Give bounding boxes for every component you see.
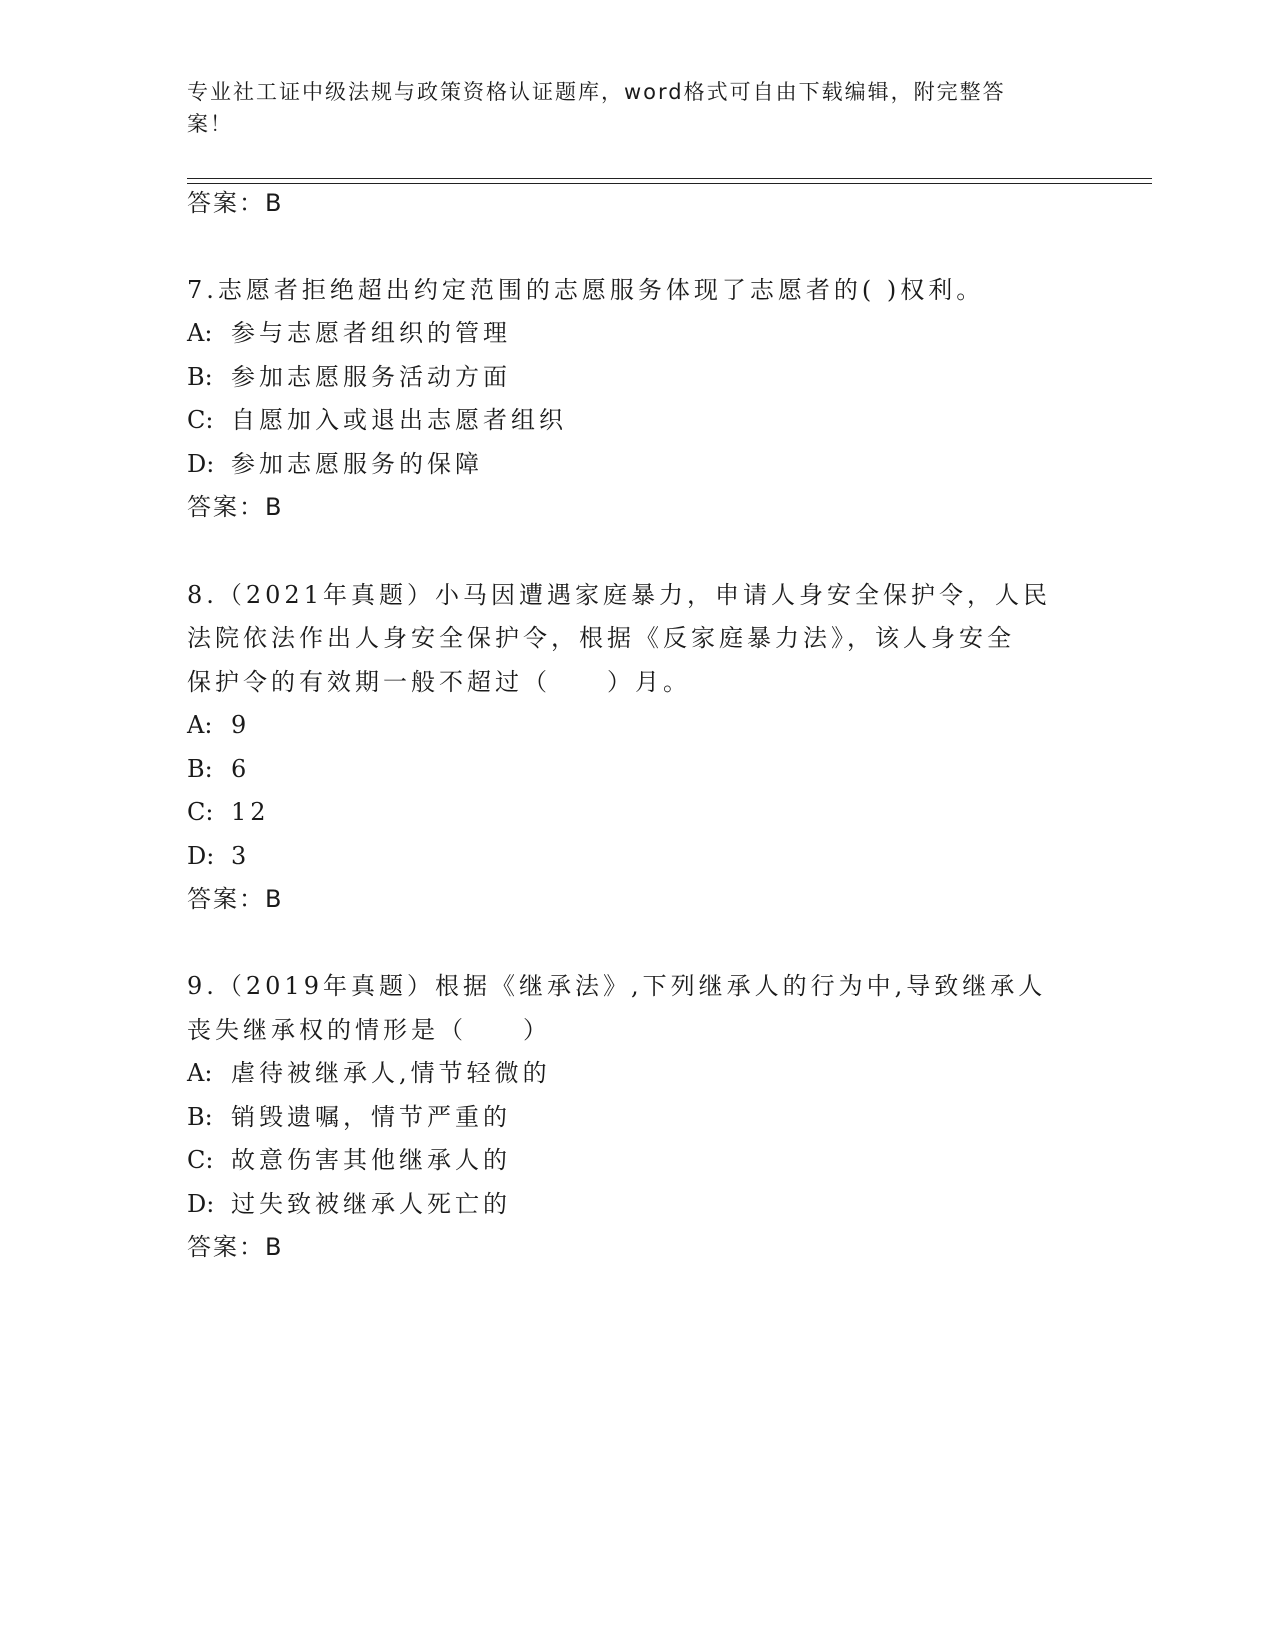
- option-text: 参与志愿者组织的管理: [231, 319, 511, 347]
- option-key: A:: [187, 711, 213, 739]
- option-key: B:: [187, 1103, 213, 1131]
- answer: 答案：B: [187, 493, 284, 521]
- option-c: [187, 1145, 511, 1175]
- option-key: C:: [187, 406, 214, 434]
- option-key: B:: [187, 755, 213, 783]
- page-header: [187, 76, 1077, 140]
- option-b: [187, 362, 511, 392]
- answer: 答案：B: [187, 1233, 284, 1261]
- header-line-2: 案！: [187, 112, 233, 136]
- option-text: 参加志愿服务的保障: [231, 450, 483, 478]
- option-c: [187, 797, 270, 827]
- question-stem-line-3: 保护令的有效期一般不超过（ ）月。: [187, 668, 691, 696]
- option-key: D:: [187, 1190, 215, 1218]
- option-key: C:: [187, 1146, 214, 1174]
- option-key: A:: [187, 1059, 213, 1087]
- option-text: 9: [231, 711, 251, 739]
- option-key: B:: [187, 363, 213, 391]
- header-divider-top: [187, 178, 1152, 179]
- option-d: [187, 841, 250, 871]
- option-b: [187, 754, 250, 784]
- top-answer: 答案：B: [187, 189, 284, 217]
- option-key: A:: [187, 319, 213, 347]
- option-text: 6: [231, 755, 251, 783]
- question-stem: 7.志愿者拒绝超出约定范围的志愿服务体现了志愿者的( )权利。: [187, 276, 985, 304]
- option-d: [187, 1189, 511, 1219]
- option-b: [187, 1102, 511, 1132]
- option-a: [187, 710, 250, 740]
- option-key: D:: [187, 842, 215, 870]
- option-c: [187, 405, 567, 435]
- answer: 答案：B: [187, 885, 284, 913]
- question-stem-line-1: 8.（2021年真题）小马因遭遇家庭暴力，申请人身安全保护令，人民: [187, 581, 1051, 609]
- option-key: C:: [187, 798, 214, 826]
- option-a: [187, 1058, 551, 1088]
- option-text: 3: [231, 842, 251, 870]
- header-line-1: 专业社工证中级法规与政策资格认证题库，word格式可自由下载编辑，附完整答: [187, 80, 1006, 104]
- option-text: 12: [231, 798, 270, 826]
- question-stem-line-2: 丧失继承权的情形是（ ）: [187, 1016, 551, 1044]
- option-text: 销毁遗嘱，情节严重的: [231, 1103, 511, 1131]
- option-text: 虐待被继承人,情节轻微的: [231, 1059, 551, 1087]
- header-divider-bottom: [187, 183, 1152, 184]
- option-text: 自愿加入或退出志愿者组织: [231, 406, 567, 434]
- option-text: 参加志愿服务活动方面: [231, 363, 511, 391]
- option-text: 过失致被继承人死亡的: [231, 1190, 511, 1218]
- option-key: D:: [187, 450, 215, 478]
- option-text: 故意伤害其他继承人的: [231, 1146, 511, 1174]
- option-d: [187, 449, 483, 479]
- option-a: [187, 318, 511, 348]
- question-stem-line-2: 法院依法作出人身安全保护令，根据《反家庭暴力法》，该人身安全: [187, 624, 1015, 652]
- question-stem-line-1: 9.（2019年真题）根据《继承法》,下列继承人的行为中,导致继承人: [187, 972, 1047, 1000]
